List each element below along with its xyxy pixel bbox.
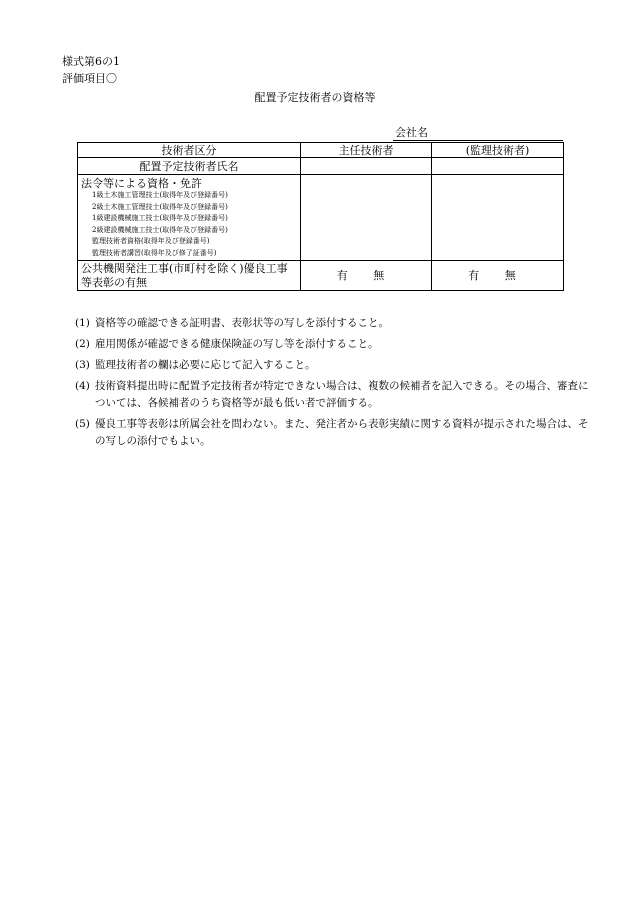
header-supervising-engineer: (監理技術者) (432, 143, 564, 158)
header-category: 技術者区分 (78, 143, 301, 158)
qualification-supervising-cell (432, 175, 564, 261)
note-number: (2) (75, 338, 90, 350)
qualification-chief-cell (301, 175, 432, 261)
header-chief-engineer: 主任技術者 (301, 143, 432, 158)
qualification-item: 1級建設機械施工技士(取得年及び登録番号) (92, 214, 228, 222)
note-item (75, 416, 590, 450)
note-text: 監理技術者の欄は必要に応じて記入すること。 (95, 359, 316, 371)
qualification-cell (78, 175, 301, 261)
qualification-item: 監理技術者講習(取得年及び修了証番号) (92, 248, 217, 257)
note-text: 技術資料提出時に配置予定技術者が特定できない場合は、複数の候補者を記入できる。その場合、審査については、各候補者のうち資格等が最も低い者で評価する。 (95, 380, 589, 409)
award-chief-cell (301, 261, 432, 291)
qualification-label: 法令等による資格・免許 (81, 177, 202, 190)
qualification-item: 2級建設機械施工技士(取得年及び登録番号) (92, 225, 228, 234)
note-item (75, 378, 590, 412)
note-item (75, 336, 590, 353)
award-supervising-cell (432, 261, 564, 291)
note-number: (5) (75, 418, 90, 430)
document-title: 配置予定技術者の資格等 (254, 91, 376, 104)
note-number: (1) (75, 317, 90, 329)
note-text: 優良工事等表彰は所属会社を問わない。また、発注者から表彰実績に関する資料が提示された場合は、その写しの添付でもよい。 (95, 418, 589, 447)
qualification-item: 監理技術者資格(取得年及び登録番号) (92, 237, 210, 245)
form-number: 様式第6の1 (62, 55, 120, 68)
note-text: 雇用関係が確認できる健康保険証の写し等を添付すること。 (95, 338, 379, 350)
evaluation-item: 評価項目〇 (62, 72, 117, 85)
qualification-item: 2級土木施工管理技士(取得年及び登録番号) (92, 202, 228, 211)
name-row-label: 配置予定技術者氏名 (78, 158, 301, 175)
company-label: 会社名 (395, 126, 428, 139)
name-row (78, 158, 564, 175)
award-label: 公共機関発注工事(市町村を除く)優良工事等表彰の有無 (78, 261, 301, 291)
note-item (75, 315, 590, 332)
qualification-row (78, 175, 564, 261)
name-supervising-cell (432, 158, 564, 175)
notes-list (75, 315, 590, 454)
award-supervising-value: 有 無 (468, 269, 527, 282)
note-number: (4) (75, 380, 90, 392)
note-number: (3) (75, 359, 90, 371)
note-text: 資格等の確認できる証明書、表彰状等の写しを添付すること。 (95, 317, 389, 329)
table-header-row (78, 143, 564, 158)
note-item (75, 357, 590, 374)
award-row (78, 261, 564, 291)
qualification-table (77, 142, 564, 291)
qualification-item: 1級土木施工管理技士(取得年及び登録番号) (92, 191, 228, 199)
name-chief-cell (301, 158, 432, 175)
company-name-field (393, 125, 563, 141)
award-chief-value: 有 無 (336, 269, 396, 282)
